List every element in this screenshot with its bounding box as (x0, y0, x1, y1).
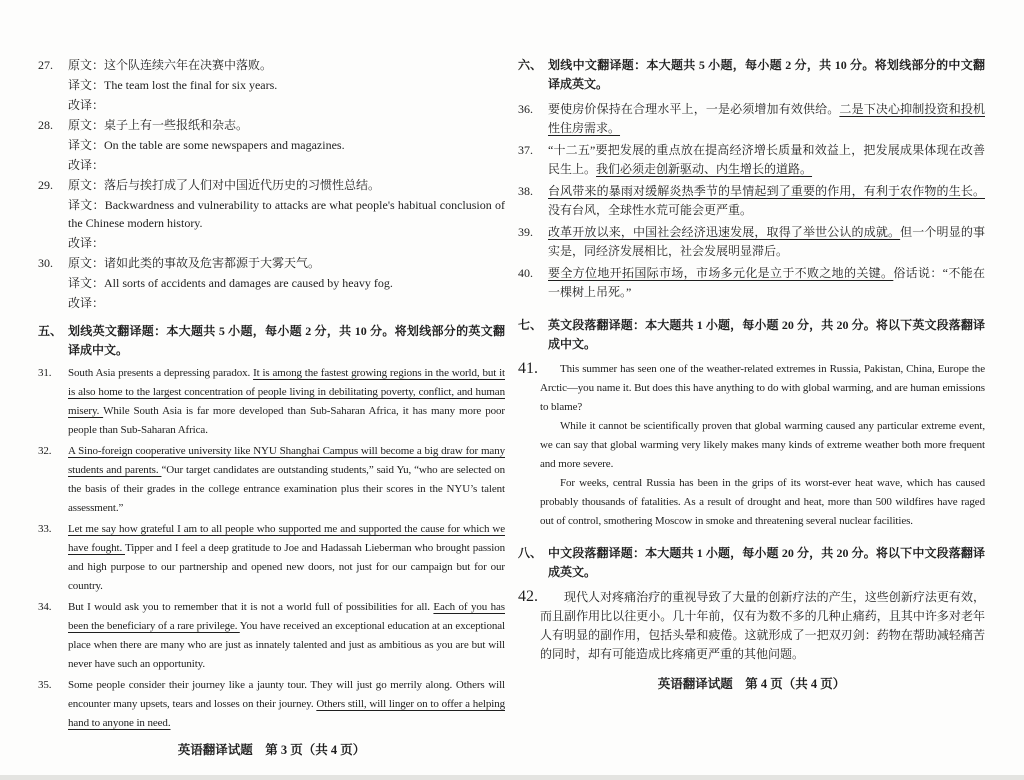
scan-bottom-edge (0, 775, 1024, 780)
question-29 (38, 176, 505, 252)
plain-passage: Some people consider their journey like a jaunty tour. They will just go merrily along. Others will encounter many upsets, tears and losses on their journey. (68, 679, 505, 710)
source-label: 原文： (68, 256, 105, 270)
underlined-passage: It is among the fastest growing regions in the world, but it is also home to the largest concentration of people living in debilitating poverty, conflict, and human misery. (68, 367, 505, 417)
section-title: 中文段落翻译题：本大题共 1 小题，每小题 20 分，共 20 分。将以下中文段落翻译成英文。 (548, 546, 985, 579)
question-42 (518, 588, 985, 664)
source-text: 落后与挨打成了人们对中国近代历史的习惯性总结。 (104, 178, 381, 192)
question-35 (38, 676, 505, 733)
section-8-heading (518, 544, 985, 582)
question-number: 42. (518, 588, 538, 605)
underlined-passage: Others still, will linger on to offer a helping hand to anyone in need. (68, 698, 505, 729)
source-row (38, 176, 505, 194)
section-number: 八、 (518, 546, 543, 560)
question-38 (518, 182, 985, 220)
question-number: 29. (38, 178, 53, 192)
section-title: 划线中文翻译题：本大题共 5 小题，每小题 2 分，共 10 分。将划线部分的中文翻译成英文。 (548, 58, 985, 91)
underlined-passage: 改革开放以来，中国社会经济迅速发展，取得了举世公认的成就。 (548, 225, 901, 239)
section-6-heading (518, 56, 985, 94)
question-33 (38, 520, 505, 596)
question-number: 38. (518, 184, 533, 198)
page-4 (518, 56, 985, 760)
question-number: 33. (38, 523, 52, 535)
question-32 (38, 442, 505, 518)
question-number: 40. (518, 266, 533, 280)
source-row (38, 254, 505, 272)
translation-label: 译文： (68, 198, 105, 212)
plain-passage: South Asia presents a depressing paradox. (68, 367, 254, 379)
underlined-passage: Let me say how grateful I am to all people who supported me and supported the cause for which we have fought. (68, 523, 505, 554)
section-title: 划线英文翻译题：本大题共 5 小题，每小题 2 分，共 10 分。将划线部分的英文翻译成中文。 (68, 324, 505, 357)
section-number: 六、 (518, 58, 543, 72)
section-title: 英文段落翻译题：本大题共 1 小题，每小题 20 分，共 20 分。将以下英文段落翻译成中文。 (548, 318, 985, 351)
translation-label: 译文： (68, 138, 105, 152)
source-text: 这个队连续六年在决赛中落败。 (104, 58, 273, 72)
translation-text: The team lost the final for six years. (104, 78, 278, 92)
translation-label: 译文： (68, 276, 105, 290)
question-37 (518, 141, 985, 179)
plain-passage: “Our target candidates are outstanding students,” said Yu, “who are selected on the basis of their grades in the college entrance examination plus their scores in the NYU’s talent assessment.” (68, 464, 505, 514)
underlined-passage: A Sino-foreign cooperative university like NYU Shanghai Campus will become a big draw for many students and parents. (68, 445, 505, 476)
passage-paragraph: 现代人对疼痛治疗的重视导致了大量的创新疗法的产生，这些创新疗法更有效，而且副作用比以往更小。几十年前，仅有为数不多的几种止痛药，且其中许多对老年人有明显的副作用，包括头晕和疲倦。这就形成了一把双刃剑：药物在帮助减轻痛苦的同时，却有可能造成比疼痛更严重的其他问题。 (540, 590, 985, 661)
question-34 (38, 598, 505, 674)
question-28 (38, 116, 505, 174)
question-27 (38, 56, 505, 114)
question-number: 37. (518, 143, 533, 157)
revision-row (38, 234, 505, 252)
underlined-passage: Each of you has been the beneficiary of a rare privilege. (68, 601, 505, 632)
revision-label: 改译： (68, 236, 105, 250)
question-number: 28. (38, 118, 53, 132)
question-number: 35. (38, 679, 52, 691)
source-label: 原文： (68, 118, 105, 132)
translation-label: 译文： (68, 78, 105, 92)
plain-passage: While South Asia is far more developed than Sub-Saharan Africa, it has many more poor people than Sub-Saharan Africa. (68, 405, 505, 436)
underlined-passage: 二是下决心抑制投资和投机性住房需求。 (548, 102, 985, 135)
source-label: 原文： (68, 178, 105, 192)
passage-paragraph: For weeks, central Russia has been in the grips of its worst-ever heat wave, which has caused probably thousands of fatalities. As a result of drought and heat, more than 500 wildfires have raged out of control, smothering Moscow in smoke and threatening several nuclear facilities. (540, 477, 985, 527)
question-number: 27. (38, 58, 53, 72)
question-number: 32. (38, 445, 52, 457)
translation-text: All sorts of accidents and damages are caused by heavy fog. (104, 276, 393, 290)
page-3-footer: 英语翻译试题 第 3 页（共 4 页） (177, 743, 366, 757)
section-5-heading (38, 322, 505, 360)
plain-passage: “十二五”要把发展的重点放在提高经济增长质量和效益上，把发展成果体现在改善民生上。 (548, 143, 985, 176)
section-number: 五、 (38, 324, 63, 338)
translation-text: On the table are some newspapers and magazines. (104, 138, 345, 152)
translation-row (38, 274, 505, 292)
source-text: 诸如此类的事故及危害都源于大雾天气。 (104, 256, 321, 270)
plain-passage: 俗话说：“不能在一棵树上吊死。” (548, 266, 985, 299)
question-36 (518, 100, 985, 138)
passage-paragraph: This summer has seen one of the weather-related extremes in Russia, Pakistan, China, Europe the Arctic—you name it. But does this have anything to do with global warming, and are human emissions to blame? (540, 363, 985, 413)
section-number: 七、 (518, 318, 543, 332)
section-7-heading (518, 316, 985, 354)
question-number: 30. (38, 256, 53, 270)
page-3 (38, 56, 505, 760)
passage-paragraph: While it cannot be scientifically proven that global warming caused any particular extreme event, we can say that global warming very likely makes many kinds of extreme weather both more frequent and more severe. (540, 420, 985, 470)
question-number: 34. (38, 601, 52, 613)
question-41 (518, 360, 985, 531)
source-label: 原文： (68, 58, 105, 72)
question-39 (518, 223, 985, 261)
plain-passage: 要使房价保持在合理水平上，一是必须增加有效供给。 (548, 102, 840, 116)
question-number: 39. (518, 225, 533, 239)
source-row (38, 116, 505, 134)
translation-row (38, 76, 505, 94)
page-4-footer: 英语翻译试题 第 4 页（共 4 页） (657, 677, 846, 691)
translation-text: Backwardness and vulnerability to attacks are what people's habitual conclusion of the Chinese modern history. (68, 198, 505, 230)
question-number: 36. (518, 102, 533, 116)
plain-passage: 但一个明显的事实是，同经济发展相比，社会发展明显滞后。 (548, 225, 985, 258)
plain-passage: You have received an exceptional education at an exceptional place when there are many who are just as innately talented and just as ambitious as you are but will never have such an opportunity. (68, 620, 506, 670)
translation-row (38, 136, 505, 154)
source-row (38, 56, 505, 74)
revision-label: 改译： (68, 296, 105, 310)
question-31 (38, 364, 505, 440)
plain-passage: Tipper and I feel a deep gratitude to Joe and Hadassah Lieberman who brought passion and high purpose to our partnership and opened new doors, not just for our campaign but for our country. (68, 542, 505, 592)
translation-row (38, 196, 505, 232)
revision-row (38, 294, 505, 312)
question-30 (38, 254, 505, 312)
source-text: 桌子上有一些报纸和杂志。 (104, 118, 249, 132)
revision-label: 改译： (68, 158, 105, 172)
underlined-passage: 我们必须走创新驱动、内生增长的道路。 (596, 162, 813, 176)
revision-row (38, 156, 505, 174)
plain-passage: But I would ask you to remember that it is not a world full of possibilities for all. (68, 601, 434, 613)
plain-passage: 没有台风，全球性水荒可能会更严重。 (548, 203, 753, 217)
question-number: 31. (38, 367, 52, 379)
question-40 (518, 264, 985, 302)
underlined-passage: 台风带来的暴雨对缓解炎热季节的旱情起到了重要的作用，有利于农作物的生长。 (548, 184, 985, 198)
revision-label: 改译： (68, 98, 105, 112)
revision-row (38, 96, 505, 114)
question-number: 41. (518, 360, 538, 377)
underlined-passage: 要全方位地开拓国际市场，市场多元化是立于不败之地的关键。 (548, 266, 894, 280)
